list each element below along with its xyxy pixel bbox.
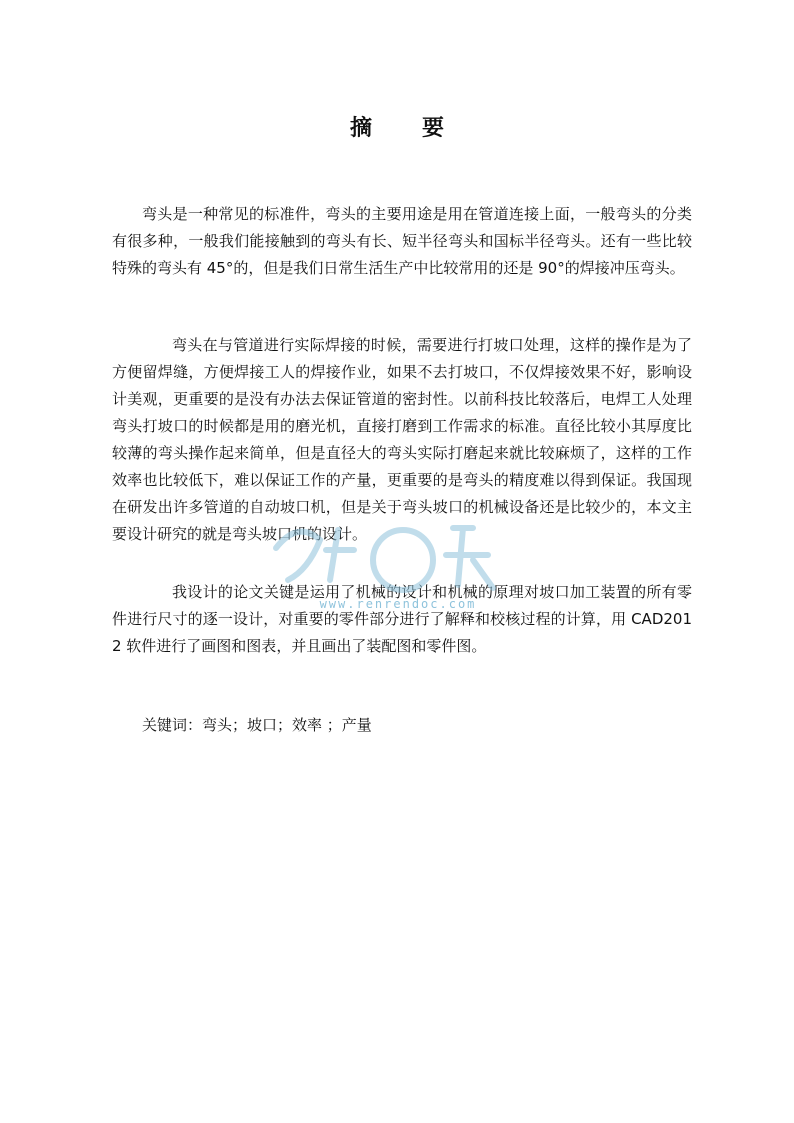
abstract-paragraph-1: 弯头是一种常见的标准件，弯头的主要用途是用在管道连接上面，一般弯头的分类有很多种，一般我们能接触到的弯头有长、短半径弯头和国标半径弯头。还有一些比较特殊的弯头有 45°的，但是我们日常生活生产中比较常用的还是 90°的焊接冲压弯头。 bbox=[112, 205, 692, 277]
watermark-site-text: www.renrendoc.com bbox=[319, 597, 477, 611]
abstract-paragraph-3: 我设计的论文关键是运用了机械的设计和机械的原理对坡口加工装置的所有零件进行尺寸的逐一设计，对重要的零件部分进行了解释和校核过程的计算，用 CAD2012 软件进行了画图和图表，并且画出了装配图和零件图。 bbox=[112, 583, 692, 655]
page-title: 摘 要 bbox=[349, 116, 458, 141]
abstract-paragraph-2: 弯头在与管道进行实际焊接的时候，需要进行打坡口处理，这样的操作是为了方便留焊缝，方便焊接工人的焊接作业，如果不去打坡口，不仅焊接效果不好，影响设计美观，更重要的是没有办法去保证管道的密封性。以前科技比较落后，电焊工人处理弯头打坡口的时候都是用的磨光机，直接打磨到工作需求的标准。直径比较小其厚度比较薄的弯头操作起来简单，但是直径大的弯头实际打磨起来就比较麻烦了，这样的工作效率也比较低下，难以保证工作的产量，更重要的是弯头的精度难以得到保证。我国现在研发出许多管道的自动坡口机，但是关于弯头坡口的机械设备还是比较少的，本文主要设计研究的就是弯头坡口机的设计。 bbox=[112, 336, 692, 543]
keywords-line: 关键词：弯头；坡口；效率 ；产量 bbox=[142, 716, 372, 734]
